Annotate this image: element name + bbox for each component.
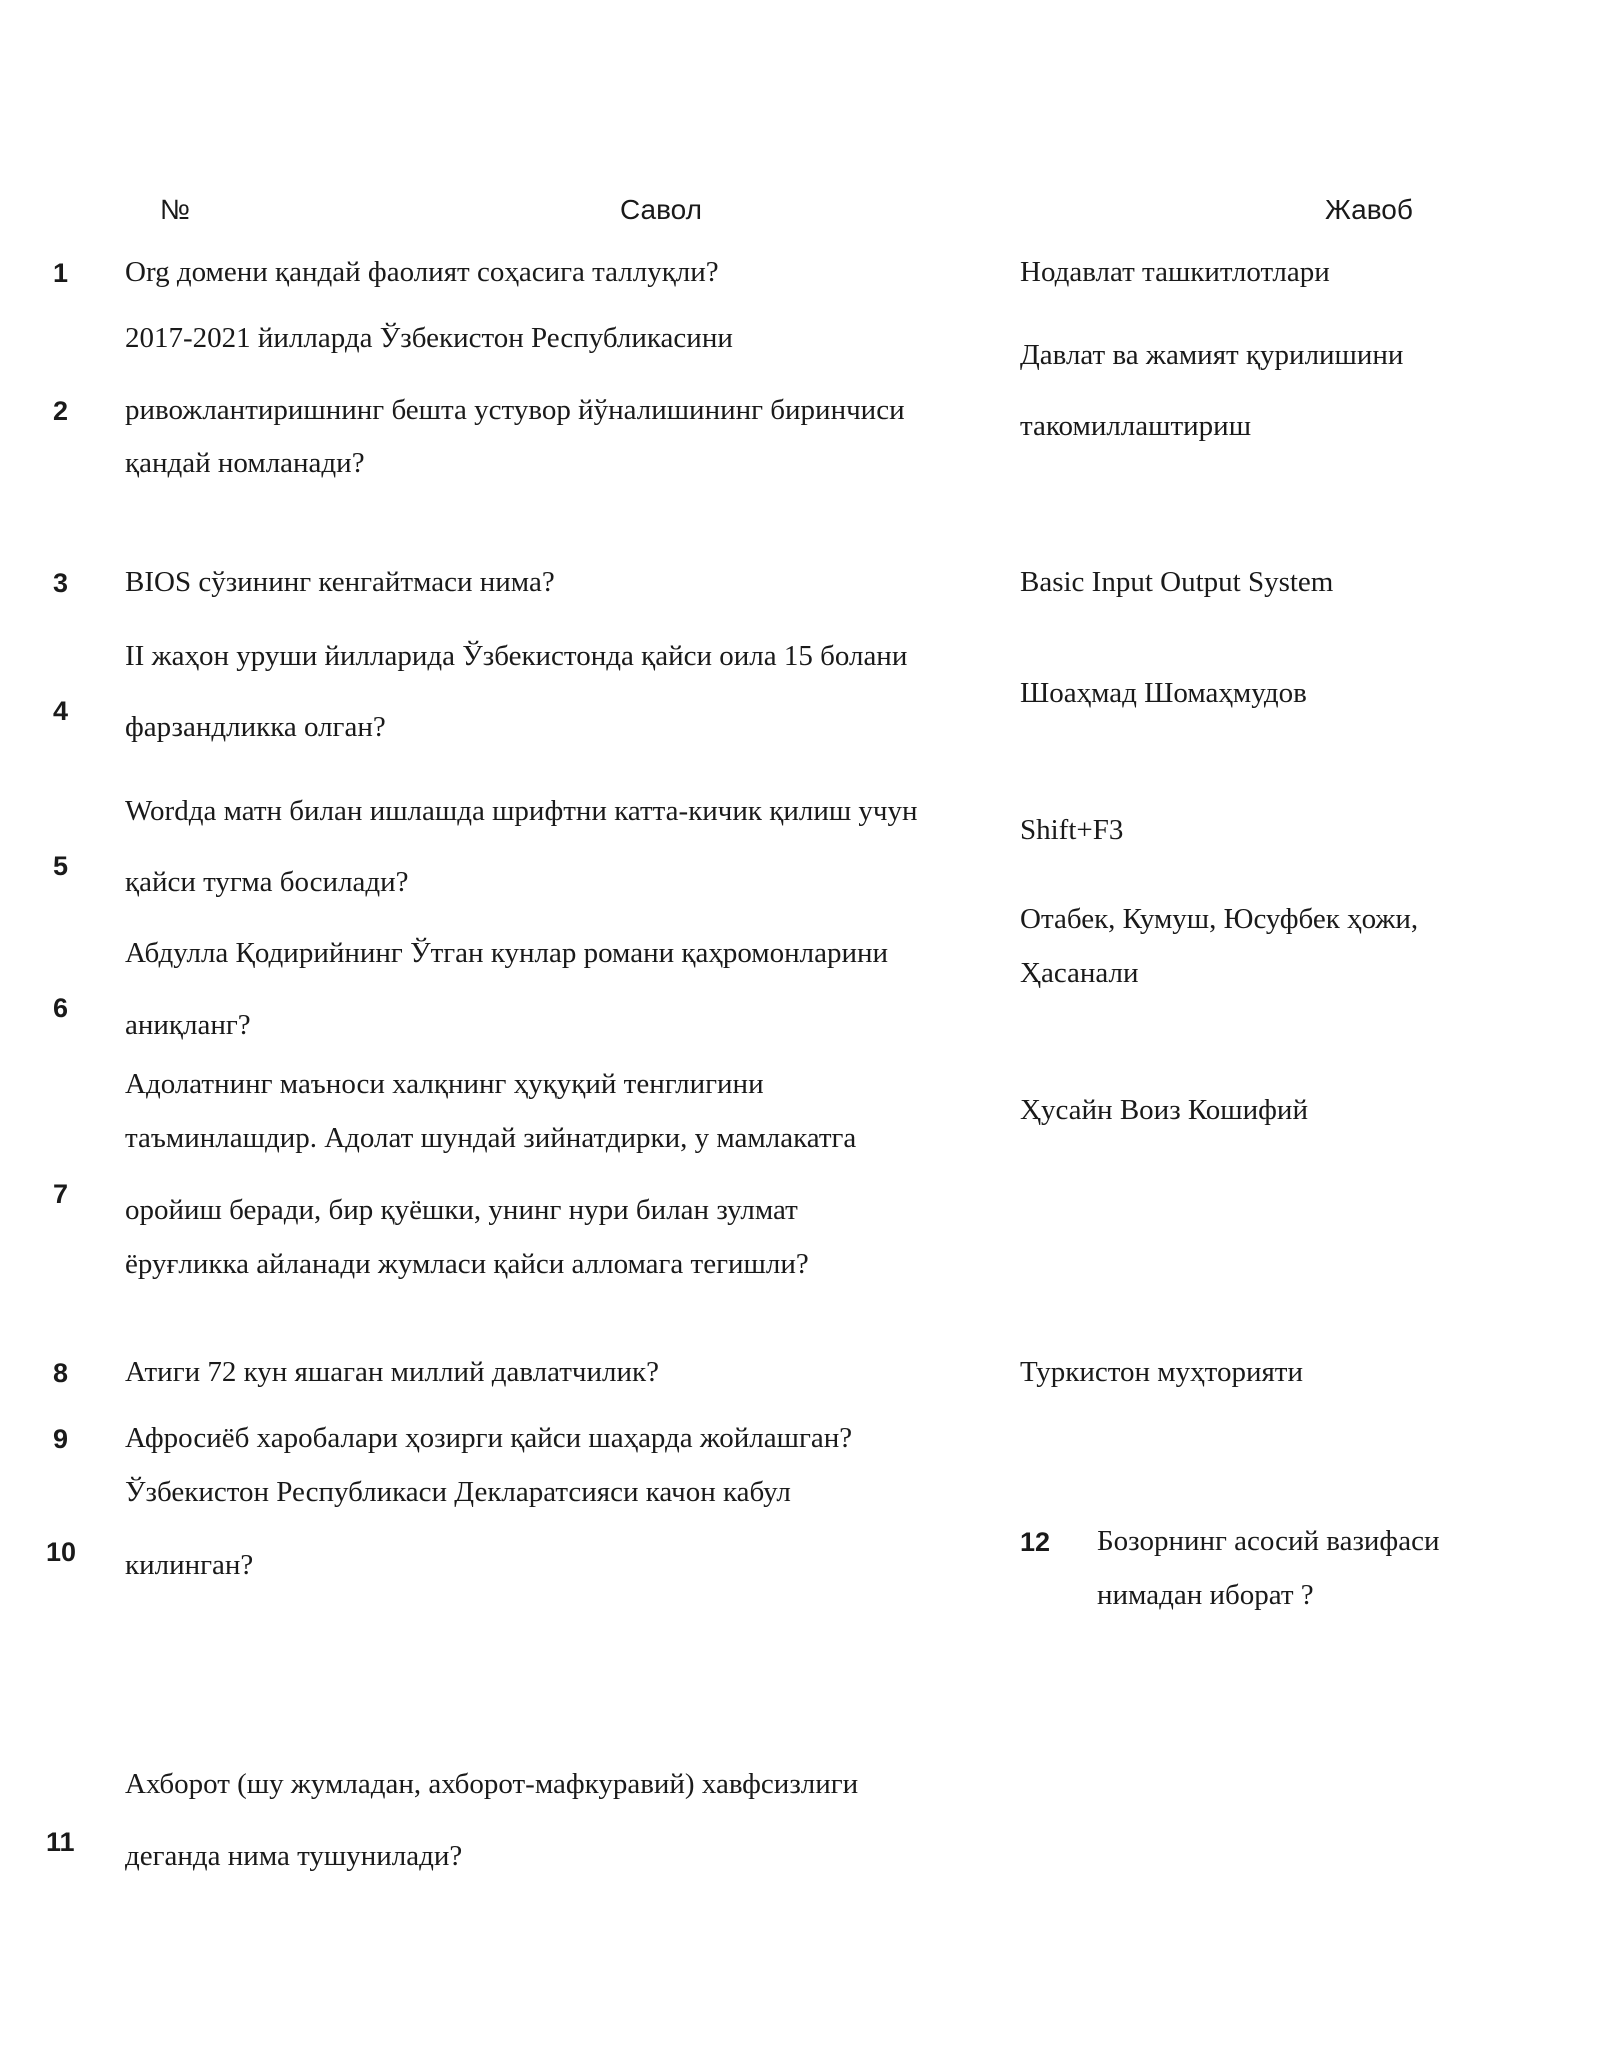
question-text: килинган?: [125, 1549, 254, 1581]
row-number: 11: [46, 1827, 75, 1857]
question-text: ривожлантиришнинг бешта устувор йўналишининг биринчиси: [125, 394, 905, 426]
header-number: №: [160, 194, 191, 225]
row-number: 9: [53, 1424, 69, 1454]
question-text: фарзандликка олган?: [125, 711, 386, 743]
row-number: 4: [53, 696, 69, 726]
answer-text: Отабек, Кумуш, Юсуфбек ҳожи,: [1020, 903, 1419, 935]
row-number: 7: [53, 1179, 69, 1209]
answer-text: Ҳасанали: [1020, 957, 1139, 989]
answer-text: такомиллаштириш: [1020, 410, 1252, 442]
header-answer: Жавоб: [1325, 194, 1413, 225]
row-number: 5: [53, 851, 69, 881]
question-text: Ўзбекистон Республикаси Декларатсияси качон кабул: [125, 1476, 791, 1508]
question-text: Адолатнинг маъноси халқнинг ҳуқуқий тенглигини: [125, 1068, 764, 1100]
question-text: Абдулла Қодирийнинг Ўтган кунлар романи қаҳромонларини: [125, 937, 889, 969]
question-text: Афросиёб харобалари ҳозирги қайси шаҳарда жойлашган?: [125, 1422, 853, 1454]
question-text: аниқланг?: [125, 1009, 251, 1041]
question-text: таъминлашдир. Адолат шундай зийнатдирки, у мамлакатга: [125, 1122, 857, 1154]
question-text: нимадан иборат ?: [1097, 1579, 1314, 1611]
row-number: 1: [53, 258, 69, 288]
row-number: 2: [53, 396, 69, 426]
question-text: Атиги 72 кун яшаган миллий давлатчилик?: [125, 1356, 659, 1388]
answer-text: Нодавлат ташкитлотлари: [1020, 256, 1330, 288]
header-question: Савол: [620, 194, 702, 225]
question-text: BIOS сўзининг кенгайтмаси нима?: [125, 566, 555, 598]
row-number: 3: [53, 568, 69, 598]
row-number: 10: [46, 1537, 77, 1567]
row-number: 12: [1020, 1527, 1051, 1557]
answer-text: Шоаҳмад Шомаҳмудов: [1020, 677, 1307, 709]
row-number: 8: [53, 1358, 69, 1388]
question-text: қандай номланади?: [125, 447, 365, 479]
answer-text: Ҳусайн Воиз Кошифий: [1020, 1094, 1308, 1126]
answer-text: Basic Input Output System: [1020, 566, 1334, 598]
answer-text: Давлат ва жамият қурилишини: [1020, 339, 1404, 371]
question-text: Org домени қандай фаолият соҳасига таллуқли?: [125, 256, 719, 288]
row-number: 6: [53, 993, 69, 1023]
question-text: II жаҳон уруши йилларида Ўзбекистонда қайси оила 15 болани: [125, 640, 908, 672]
question-text: деганда нима тушунилади?: [125, 1840, 463, 1872]
question-text: Бозорнинг асосий вазифаси: [1097, 1525, 1440, 1557]
question-text: Ахборот (шу жумладан, ахборот-мафкуравий) хавфсизлиги: [125, 1768, 859, 1800]
question-text: 2017-2021 йилларда Ўзбекистон Республикасини: [125, 322, 733, 354]
answer-text: Shift+F3: [1020, 814, 1124, 846]
question-text: Wordда матн билан ишлашда шрифтни катта-кичик қилиш учун: [125, 795, 918, 827]
question-text: қайси тугма босилади?: [125, 866, 409, 898]
answer-text: Туркистон муҳторияти: [1020, 1356, 1304, 1388]
question-text: оройиш беради, бир қуёшки, унинг нури билан зулмат: [125, 1194, 798, 1226]
question-text: ёруғликка айланади жумласи қайси алломага тегишли?: [125, 1248, 809, 1280]
